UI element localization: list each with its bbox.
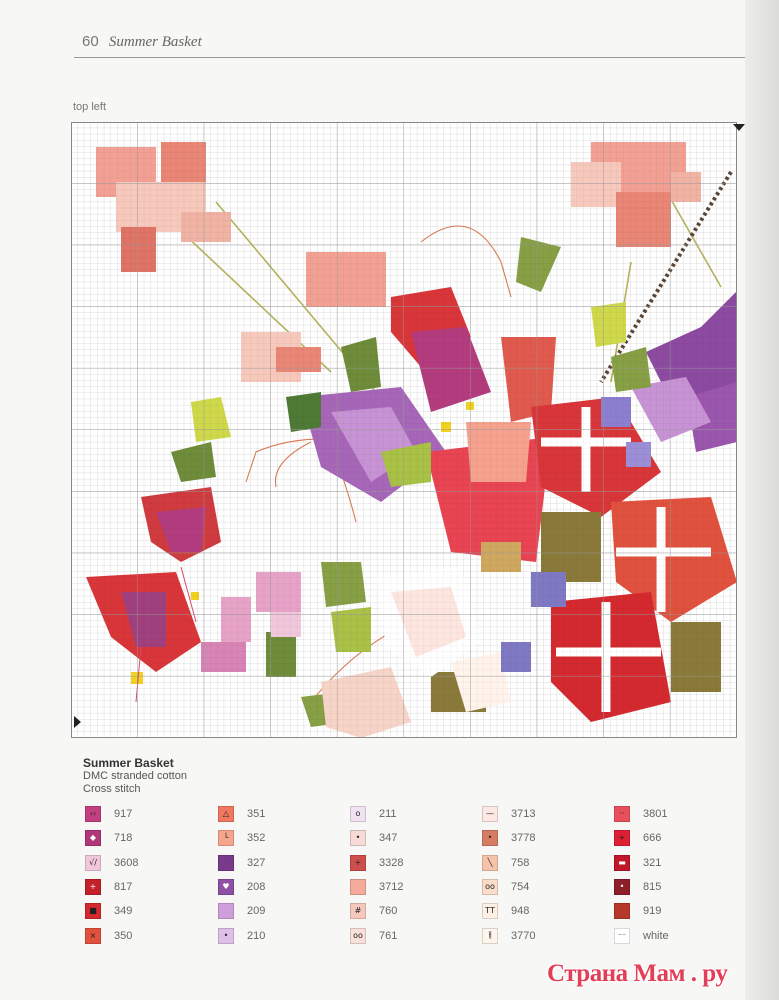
thread-code: 815 — [643, 880, 662, 893]
key-item — [350, 903, 397, 919]
thread-code: 948 — [511, 905, 530, 918]
key-item — [614, 879, 661, 895]
thread-swatch — [218, 903, 234, 919]
thread-code: 3778 — [511, 832, 536, 845]
thread-code: 350 — [114, 929, 133, 942]
key-item — [218, 928, 265, 944]
watermark-logo: Страна Мам . ру — [547, 960, 728, 987]
thread-code: 919 — [643, 905, 662, 918]
key-item — [482, 928, 535, 944]
key-item — [482, 806, 535, 822]
thread-code: 327 — [247, 856, 266, 869]
thread-swatch: ο — [350, 806, 366, 822]
thread-code: 211 — [379, 808, 397, 820]
thread-code: white — [643, 929, 669, 942]
page-title: Summer Basket — [108, 34, 202, 50]
thread-swatch — [614, 903, 630, 919]
center-marker-top — [733, 124, 745, 131]
page-edge — [745, 0, 779, 1000]
section-label: top left — [73, 101, 107, 113]
thread-swatch: × — [85, 928, 101, 944]
thread-swatch — [218, 855, 234, 871]
key-item — [482, 855, 529, 871]
key-subtitle-thread: DMC stranded cotton — [83, 770, 187, 782]
thread-swatch: + — [614, 830, 630, 846]
key-item — [350, 855, 403, 871]
thread-swatch: ⁻⁻ — [614, 928, 630, 944]
key-item — [614, 855, 661, 871]
thread-code: 347 — [379, 832, 398, 845]
thread-swatch: ▬ — [614, 855, 630, 871]
thread-swatch: ◆ — [85, 830, 101, 846]
thread-code: 3328 — [379, 856, 404, 869]
thread-swatch: + — [85, 879, 101, 895]
key-subtitle-stitch: Cross stitch — [83, 783, 141, 795]
page-header — [82, 33, 202, 51]
key-item — [218, 830, 265, 846]
thread-swatch: ㅐ — [482, 928, 498, 944]
thread-code: 351 — [247, 808, 266, 820]
thread-code: 349 — [114, 905, 133, 918]
key-item — [85, 806, 132, 822]
thread-swatch: ■ — [85, 903, 101, 919]
thread-code: 3770 — [511, 929, 536, 942]
thread-swatch: # — [350, 903, 366, 919]
header-rule — [74, 57, 745, 58]
key-item — [482, 879, 529, 895]
thread-code: 917 — [114, 808, 133, 820]
key-item — [482, 903, 529, 919]
thread-swatch: └ — [218, 830, 234, 846]
thread-code: 817 — [114, 880, 133, 893]
key-item — [482, 830, 535, 846]
key-item — [85, 855, 138, 871]
thread-code: 3801 — [643, 808, 668, 820]
key-item — [350, 806, 397, 822]
cross-stitch-chart — [71, 122, 737, 738]
thread-swatch: οο — [482, 879, 498, 895]
thread-swatch: ТТ — [482, 903, 498, 919]
thread-swatch: ╲ — [482, 855, 498, 871]
key-item — [218, 855, 265, 871]
key-item — [85, 903, 132, 919]
key-item — [218, 879, 265, 895]
key-item — [350, 830, 397, 846]
key-item — [614, 806, 667, 822]
thread-code: 666 — [643, 832, 662, 845]
thread-code: 209 — [247, 905, 266, 918]
thread-code: 3712 — [379, 880, 404, 893]
thread-code: 761 — [379, 929, 398, 942]
key-item — [85, 879, 132, 895]
thread-swatch: • — [482, 830, 498, 846]
thread-swatch: — — [482, 806, 498, 822]
thread-code: 208 — [247, 880, 266, 893]
thread-swatch: ·· — [614, 806, 630, 822]
thread-swatch: • — [614, 879, 630, 895]
key-item — [350, 928, 397, 944]
key-item — [350, 879, 403, 895]
thread-swatch: • — [350, 830, 366, 846]
thread-swatch: • — [218, 928, 234, 944]
thread-code: 3608 — [114, 856, 139, 869]
thread-swatch: οο — [350, 928, 366, 944]
key-item — [218, 903, 265, 919]
key-item — [85, 830, 132, 846]
key-item — [85, 928, 132, 944]
thread-code: 718 — [114, 832, 133, 845]
center-marker-left — [74, 716, 81, 728]
key-item — [614, 928, 669, 944]
thread-swatch: ♥ — [218, 879, 234, 895]
key-title: Summer Basket — [83, 756, 174, 770]
key-item — [614, 903, 661, 919]
key-item — [218, 806, 265, 822]
thread-swatch — [350, 879, 366, 895]
thread-swatch: △ — [218, 806, 234, 822]
thread-code: 760 — [379, 905, 398, 918]
thread-code: 758 — [511, 856, 530, 869]
thread-code: 352 — [247, 832, 266, 845]
page-number: 60 — [82, 33, 99, 50]
thread-swatch: ‹‹ — [85, 806, 101, 822]
thread-code: 754 — [511, 880, 530, 893]
thread-code: 3713 — [511, 808, 536, 820]
thread-code: 321 — [643, 856, 662, 869]
thread-code: 210 — [247, 929, 266, 942]
key-item — [614, 830, 661, 846]
thread-swatch: + — [350, 855, 366, 871]
thread-swatch: √/ — [85, 855, 101, 871]
